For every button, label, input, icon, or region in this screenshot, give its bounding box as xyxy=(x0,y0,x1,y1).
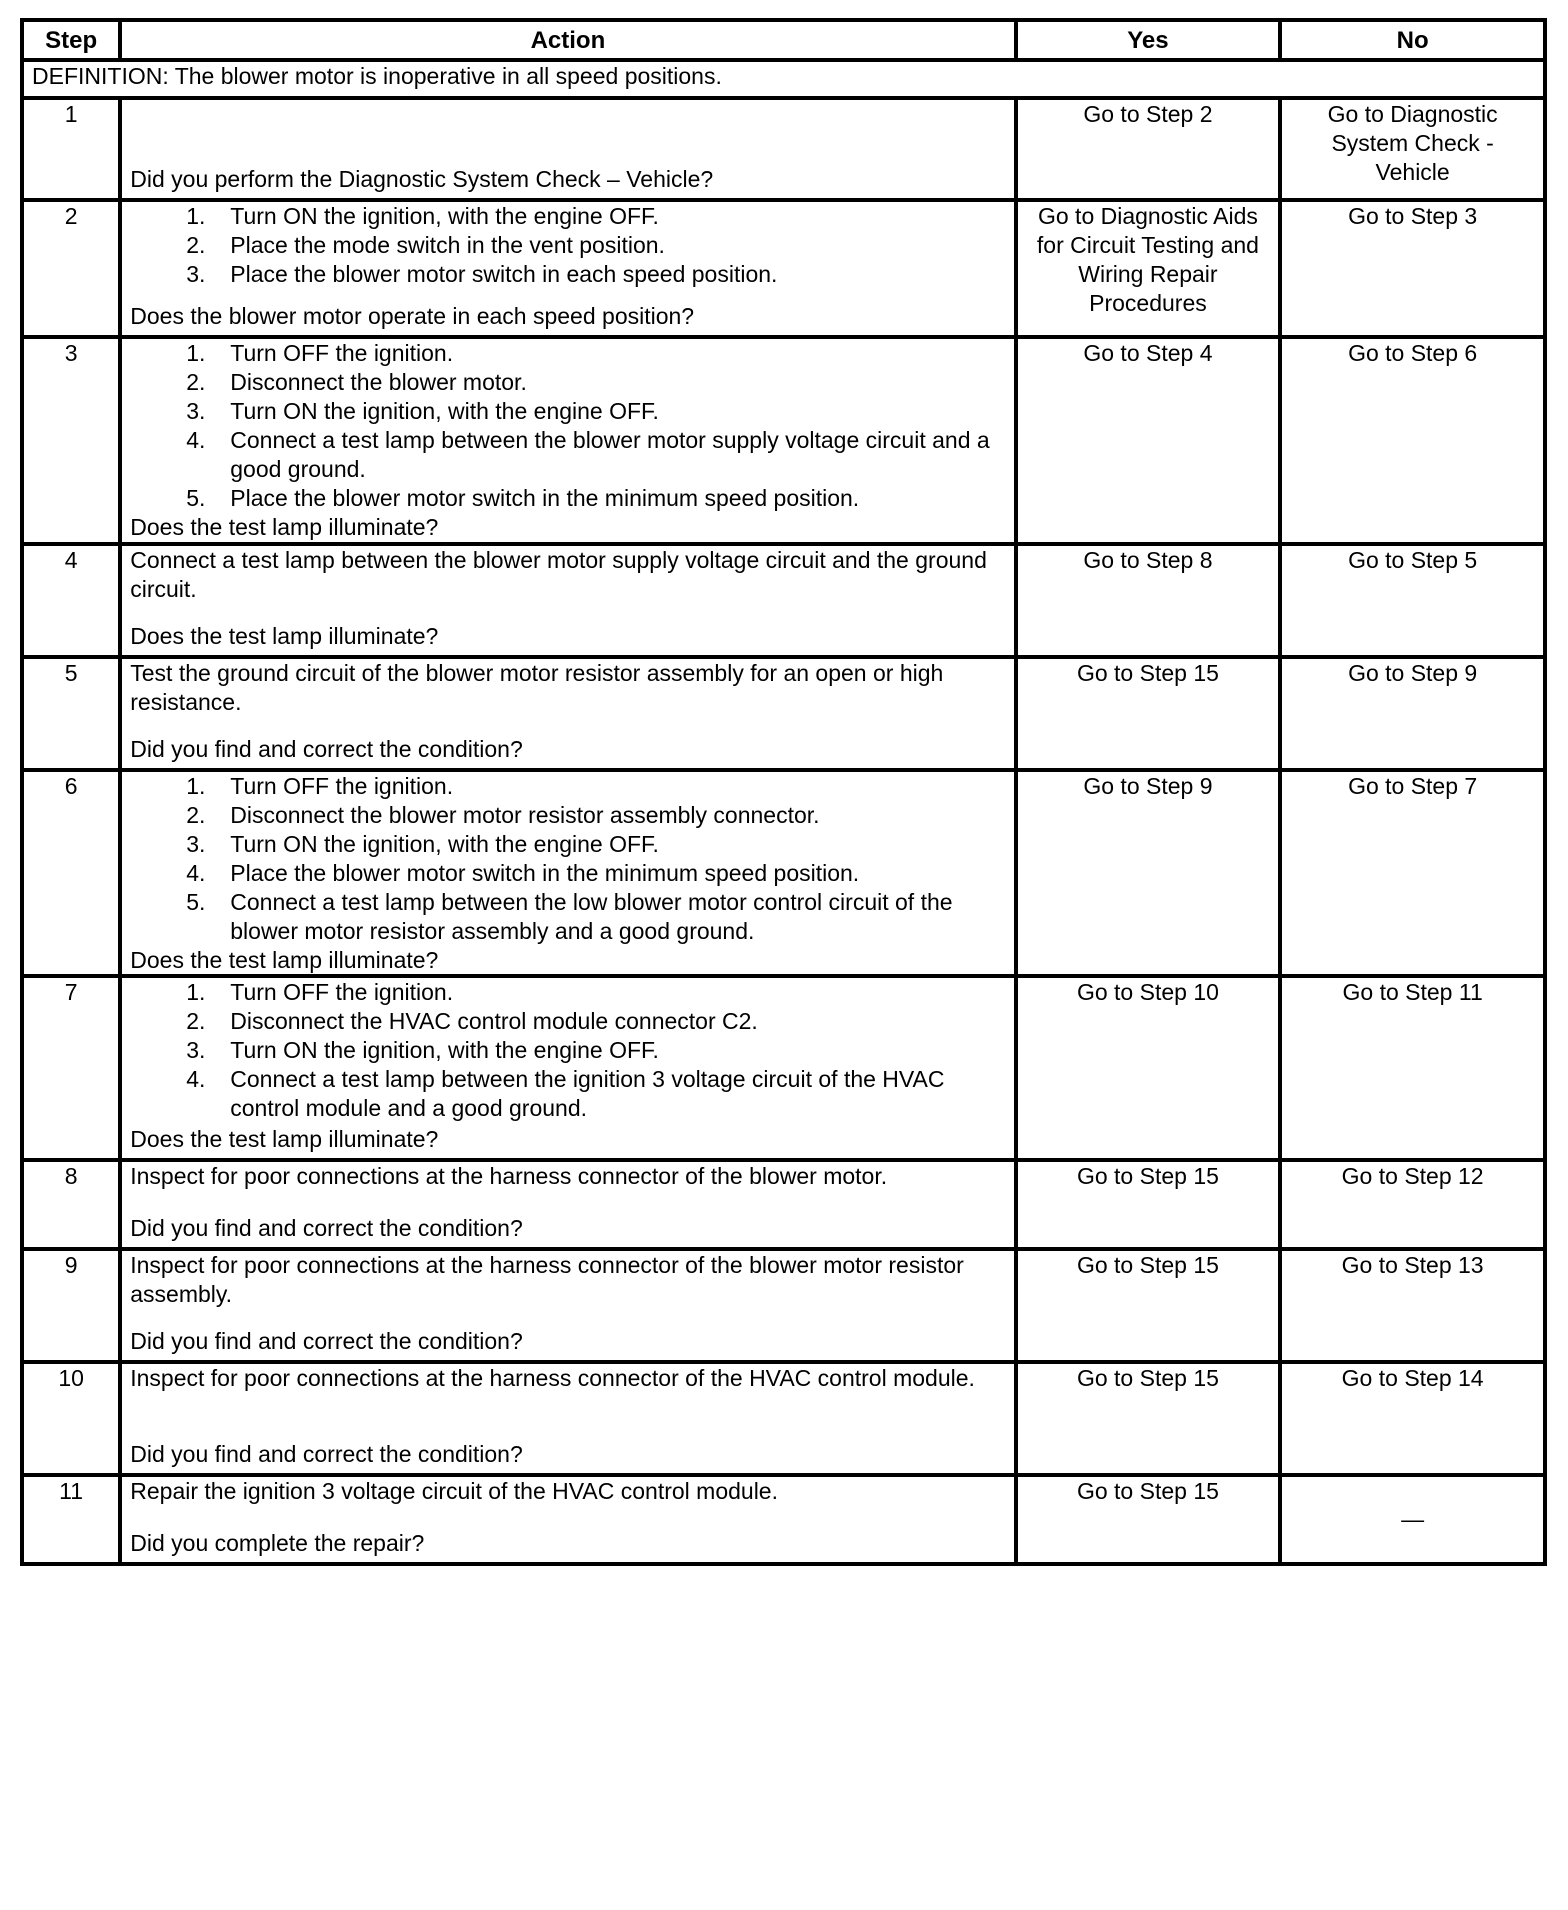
instruction-text: Test the ground circuit of the blower motor resistor assembly for an open or high resistance. xyxy=(130,660,944,715)
action-content xyxy=(130,339,1005,538)
instruction-item xyxy=(186,772,1005,801)
action-content xyxy=(130,1251,1005,1356)
instruction-text: Turn ON the ignition, with the engine OFF. xyxy=(230,398,659,424)
step-number: 10 xyxy=(22,1362,120,1475)
action-cell xyxy=(120,1475,1015,1564)
instruction-number: 3. xyxy=(186,261,206,287)
instruction-text: Disconnect the blower motor. xyxy=(230,369,527,395)
step-number: 1 xyxy=(22,98,120,200)
action-cell xyxy=(120,1362,1015,1475)
instruction-number: 2. xyxy=(186,369,206,395)
action-content xyxy=(130,546,1005,651)
diagnostic-table xyxy=(20,18,1547,1566)
table-row xyxy=(22,337,1545,544)
step-number: 9 xyxy=(22,1249,120,1362)
action-cell xyxy=(120,657,1015,770)
action-content xyxy=(130,1162,1005,1243)
instruction-text: Turn ON the ignition, with the engine OFF. xyxy=(230,1037,659,1063)
action-content xyxy=(130,772,1005,973)
instruction-number: 4. xyxy=(186,427,206,453)
yes-cell: Go to Step 15 xyxy=(1016,1249,1281,1362)
yes-cell: Go to Step 2 xyxy=(1016,98,1281,200)
action-instructions xyxy=(130,339,1005,513)
no-cell: Go to Step 13 xyxy=(1280,1249,1545,1362)
question-text: Did you find and correct the condition? xyxy=(130,1328,523,1354)
table-row xyxy=(22,544,1545,657)
no-cell: Go to Step 9 xyxy=(1280,657,1545,770)
instruction-item xyxy=(186,339,1005,368)
question-text: Did you perform the Diagnostic System Check – Vehicle? xyxy=(130,166,714,192)
instruction-list xyxy=(130,772,1005,946)
action-instructions xyxy=(130,1162,1005,1191)
step-number: 2 xyxy=(22,200,120,337)
instruction-text: Turn OFF the ignition. xyxy=(230,979,454,1005)
table-row xyxy=(22,657,1545,770)
definition-row xyxy=(22,60,1545,98)
step-number: 6 xyxy=(22,770,120,976)
instruction-list xyxy=(130,339,1005,513)
instruction-list xyxy=(130,978,1005,1123)
question-text: Does the test lamp illuminate? xyxy=(130,514,439,540)
question-text: Does the blower motor operate in each speed position? xyxy=(130,303,695,329)
step-number: 3 xyxy=(22,337,120,544)
no-cell: Go to Step 6 xyxy=(1280,337,1545,544)
instruction-number: 1. xyxy=(186,203,206,229)
instruction-text: Turn OFF the ignition. xyxy=(230,340,454,366)
instruction-text: Place the blower motor switch in the minimum speed position. xyxy=(230,860,860,886)
action-content xyxy=(130,202,1005,331)
instruction-list xyxy=(130,202,1005,289)
instruction-number: 5. xyxy=(186,485,206,511)
instruction-item xyxy=(186,801,1005,830)
instruction-item xyxy=(186,397,1005,426)
action-instructions xyxy=(130,978,1005,1123)
instruction-text: Turn OFF the ignition. xyxy=(230,773,454,799)
yes-cell: Go to Step 15 xyxy=(1016,1475,1281,1564)
step-number: 8 xyxy=(22,1160,120,1249)
instruction-text: Connect a test lamp between the ignition 3 voltage circuit of the HVAC control module and a good ground. xyxy=(230,1066,945,1121)
action-cell xyxy=(120,770,1015,976)
instruction-text: Repair the ignition 3 voltage circuit of the HVAC control module. xyxy=(130,1478,778,1504)
definition-text: DEFINITION: The blower motor is inoperative in all speed positions. xyxy=(22,60,1545,98)
yes-cell: Go to Step 8 xyxy=(1016,544,1281,657)
instruction-text: Place the blower motor switch in the minimum speed position. xyxy=(230,485,860,511)
instruction-number: 1. xyxy=(186,773,206,799)
action-instructions xyxy=(130,772,1005,946)
action-content xyxy=(130,659,1005,764)
action-instructions xyxy=(130,1251,1005,1309)
action-content xyxy=(130,1364,1005,1469)
instruction-text: Connect a test lamp between the blower motor supply voltage circuit and a good ground. xyxy=(230,427,990,482)
instruction-item xyxy=(186,426,1005,484)
instruction-text: Inspect for poor connections at the harness connector of the blower motor. xyxy=(130,1163,888,1189)
action-content xyxy=(130,1477,1005,1558)
no-cell: — xyxy=(1280,1475,1545,1564)
instruction-number: 1. xyxy=(186,340,206,366)
action-cell xyxy=(120,1160,1015,1249)
step-number: 5 xyxy=(22,657,120,770)
yes-cell: Go to Step 15 xyxy=(1016,1160,1281,1249)
no-cell: Go to Step 7 xyxy=(1280,770,1545,976)
table-row xyxy=(22,1160,1545,1249)
header-no: No xyxy=(1280,20,1545,60)
action-cell xyxy=(120,337,1015,544)
header-action: Action xyxy=(120,20,1015,60)
action-instructions xyxy=(130,1477,1005,1506)
instruction-text: Turn ON the ignition, with the engine OFF. xyxy=(230,831,659,857)
instruction-item xyxy=(186,1007,1005,1036)
instruction-text: Place the blower motor switch in each speed position. xyxy=(230,261,778,287)
instruction-item xyxy=(186,484,1005,513)
instruction-text: Connect a test lamp between the low blower motor control circuit of the blower motor resistor assembly and a good ground. xyxy=(230,889,953,944)
instruction-text: Turn ON the ignition, with the engine OFF. xyxy=(230,203,659,229)
step-number: 7 xyxy=(22,976,120,1160)
instruction-item xyxy=(186,859,1005,888)
instruction-text: Disconnect the HVAC control module connector C2. xyxy=(230,1008,758,1034)
question-text: Did you find and correct the condition? xyxy=(130,1441,523,1467)
action-instructions xyxy=(130,546,1005,604)
question-text: Does the test lamp illuminate? xyxy=(130,947,439,973)
table-row xyxy=(22,1249,1545,1362)
question-text: Did you find and correct the condition? xyxy=(130,736,523,762)
header-step: Step xyxy=(22,20,120,60)
instruction-item xyxy=(186,978,1005,1007)
action-cell xyxy=(120,98,1015,200)
instruction-number: 4. xyxy=(186,860,206,886)
header-row xyxy=(22,20,1545,60)
yes-cell: Go to Diagnostic Aids for Circuit Testing and Wiring Repair Procedures xyxy=(1016,200,1281,337)
action-content xyxy=(130,978,1005,1154)
action-instructions xyxy=(130,202,1005,289)
table-row xyxy=(22,976,1545,1160)
action-content xyxy=(130,100,1005,194)
action-instructions xyxy=(130,659,1005,717)
instruction-item xyxy=(186,1065,1005,1123)
instruction-number: 2. xyxy=(186,232,206,258)
question-text: Does the test lamp illuminate? xyxy=(130,1126,439,1152)
table-row xyxy=(22,1362,1545,1475)
yes-cell: Go to Step 15 xyxy=(1016,1362,1281,1475)
instruction-number: 3. xyxy=(186,1037,206,1063)
instruction-item xyxy=(186,202,1005,231)
no-cell: Go to Diagnostic System Check - Vehicle xyxy=(1280,98,1545,200)
instruction-text: Inspect for poor connections at the harness connector of the blower motor resistor assembly. xyxy=(130,1252,964,1307)
instruction-item xyxy=(186,888,1005,946)
no-cell: Go to Step 14 xyxy=(1280,1362,1545,1475)
instruction-number: 2. xyxy=(186,802,206,828)
no-cell: Go to Step 11 xyxy=(1280,976,1545,1160)
instruction-text: Disconnect the blower motor resistor assembly connector. xyxy=(230,802,820,828)
instruction-number: 2. xyxy=(186,1008,206,1034)
yes-cell: Go to Step 10 xyxy=(1016,976,1281,1160)
question-text: Does the test lamp illuminate? xyxy=(130,623,439,649)
table-row xyxy=(22,98,1545,200)
instruction-number: 4. xyxy=(186,1066,206,1092)
action-cell xyxy=(120,976,1015,1160)
instruction-item xyxy=(186,1036,1005,1065)
instruction-text: Connect a test lamp between the blower motor supply voltage circuit and the ground circuit. xyxy=(130,547,987,602)
no-cell: Go to Step 3 xyxy=(1280,200,1545,337)
table-row xyxy=(22,1475,1545,1564)
header-yes: Yes xyxy=(1016,20,1281,60)
yes-cell: Go to Step 15 xyxy=(1016,657,1281,770)
table-row xyxy=(22,200,1545,337)
instruction-text: Inspect for poor connections at the harness connector of the HVAC control module. xyxy=(130,1365,975,1391)
instruction-item xyxy=(186,231,1005,260)
table-row xyxy=(22,770,1545,976)
no-cell: Go to Step 5 xyxy=(1280,544,1545,657)
instruction-item xyxy=(186,368,1005,397)
instruction-item xyxy=(186,830,1005,859)
instruction-number: 3. xyxy=(186,831,206,857)
instruction-number: 3. xyxy=(186,398,206,424)
instruction-text: Place the mode switch in the vent position. xyxy=(230,232,665,258)
question-text: Did you complete the repair? xyxy=(130,1530,425,1556)
action-instructions xyxy=(130,1364,1005,1393)
no-cell: Go to Step 12 xyxy=(1280,1160,1545,1249)
instruction-item xyxy=(186,260,1005,289)
step-number: 11 xyxy=(22,1475,120,1564)
action-cell xyxy=(120,544,1015,657)
step-number: 4 xyxy=(22,544,120,657)
yes-cell: Go to Step 4 xyxy=(1016,337,1281,544)
action-cell xyxy=(120,1249,1015,1362)
instruction-number: 5. xyxy=(186,889,206,915)
question-text: Did you find and correct the condition? xyxy=(130,1215,523,1241)
yes-cell: Go to Step 9 xyxy=(1016,770,1281,976)
action-cell xyxy=(120,200,1015,337)
instruction-number: 1. xyxy=(186,979,206,1005)
